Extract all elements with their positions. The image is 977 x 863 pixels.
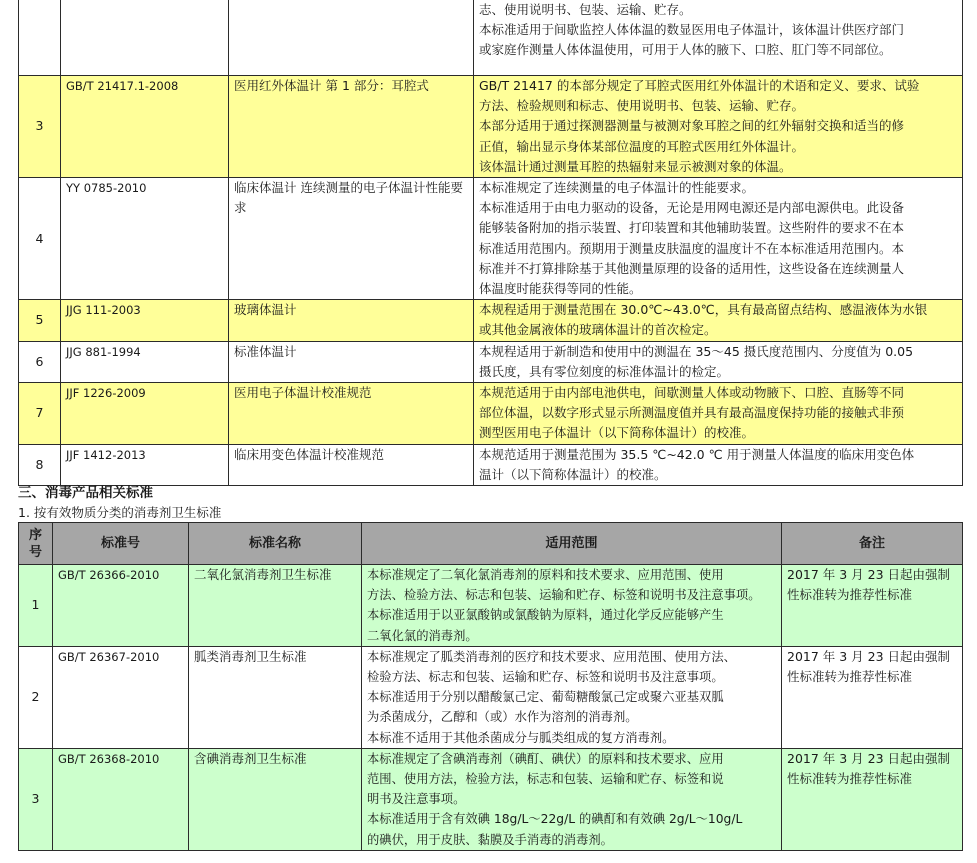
scope-cell [474, 300, 963, 341]
scope-line: 或其他金属液体的玻璃体温计的首次检定。 [479, 322, 717, 338]
thermometer-standards-table [18, 0, 963, 486]
standard-code: JJF 1226-2009 [61, 383, 229, 445]
standard-code: JJG 881-1994 [61, 341, 229, 382]
scope-line: 本规范适用于测量范围为 35.5 ℃~42.0 ℃ 用于测量人体温度的临床用变色体 [479, 446, 915, 462]
scope-line: 能够装备附加的指示装置、打印装置和其他辅助装置。这些附件的要求不在本 [479, 220, 905, 236]
scope-line: 本标准适用于由电力驱动的设备，无论是用网电源还是内部电源供电。此设备 [479, 200, 905, 216]
scope-line: 本标准不适用于其他杀菌成分与胍类组成的复方消毒剂。 [367, 730, 675, 745]
remark-line: 性标准转为推荐性标准 [787, 587, 913, 603]
scope-cell [474, 383, 963, 445]
section-title: 三、消毒产品相关标准 [18, 485, 153, 501]
scope-line: 本标准适用于分别以醋酸氯己定、葡萄糖酸氯己定或聚六亚基双胍 [367, 690, 724, 705]
scope-cell [474, 0, 963, 76]
remark-line: 2017 年 3 月 23 日起由强制 [787, 750, 951, 766]
scope-line: 标准适用范围内。预期用于测量皮肤温度的温度计不在本标准适用范围内。本 [479, 240, 905, 256]
standard-name: 含碘消毒剂卫生标准 [189, 748, 362, 850]
scope-line: 为杀菌成分，乙醇和（或）水作为溶剂的消毒剂。 [367, 710, 638, 725]
standard-name: 临床体温计 连续测量的电子体温计性能要求 [229, 178, 474, 300]
scope-line: 本标准规定了二氧化氯消毒剂的原料和技术要求、应用范围、使用 [367, 568, 724, 582]
table-row [19, 76, 963, 178]
remark-line: 性标准转为推荐性标准 [787, 669, 913, 685]
scope-line: 正值，输出显示身体某部位温度的耳腔式医用红外体温计。 [479, 138, 805, 154]
scope-line: 本标准适用于以亚氯酸钠或氯酸钠为原料，通过化学反应能够产生 [367, 608, 724, 623]
standard-name: 二氧化氯消毒剂卫生标准 [189, 565, 362, 647]
header-name: 标准名称 [189, 523, 362, 565]
scope-line: 本标准适用于含有效碘 18g/L～22g/L 的碘酊和有效碘 2g/L～10g/L [367, 812, 743, 827]
scope-line: 本规程适用于测量范围在 30.0℃~43.0℃，具有最高留点结构、感温液体为水银 [479, 302, 928, 318]
row-number: 1 [19, 565, 53, 647]
table-row [19, 300, 963, 341]
scope-cell [474, 178, 963, 300]
scope-line: 的碘伏，用于皮肤、黏膜及手消毒的消毒剂。 [367, 832, 613, 847]
table-row [19, 0, 963, 76]
scope-line: 测型医用电子体温计（以下简称体温计）的校准。 [479, 425, 755, 441]
scope-cell [474, 341, 963, 382]
header-number-line: 序 [28, 527, 42, 543]
scope-line: 或家庭作测量人体体温使用，可用于人体的腋下、口腔、肛门等不同部位。 [479, 42, 892, 58]
scope-line: 志、使用说明书、包装、运输、贮存。 [479, 2, 692, 17]
row-number: 3 [19, 76, 61, 178]
table-row [19, 383, 963, 445]
header-scope: 适用范围 [362, 523, 782, 565]
remark-cell [782, 748, 963, 850]
scope-line: 该体温计通过测量耳腔的热辐射来显示被测对象的体温。 [479, 158, 792, 174]
remark-line: 2017 年 3 月 23 日起由强制 [787, 648, 951, 664]
scope-cell [474, 444, 963, 485]
row-number: 3 [19, 748, 53, 850]
header-number [19, 523, 53, 565]
scope-line: 摄氏度，具有零位刻度的标准体温计的检定。 [479, 363, 730, 379]
row-number: 8 [19, 444, 61, 485]
scope-line: 方法、检验规则和标志、使用说明书、包装、运输、贮存。 [479, 98, 805, 114]
row-number: 7 [19, 383, 61, 445]
scope-line: 本标准规定了胍类消毒剂的医疗和技术要求、应用范围、使用方法、 [367, 649, 736, 664]
standard-code: JJF 1412-2013 [61, 444, 229, 485]
scope-line: 方法、检验方法、标志和包装、运输和贮存、标签和说明书及注意事项。 [367, 588, 761, 603]
scope-line: 明书及注意事项。 [367, 792, 466, 807]
scope-line: 本标准适用于间歇监控人体体温的数显医用电子体温计，该体温计供医疗部门 [479, 22, 905, 38]
standard-code: JJG 111-2003 [61, 300, 229, 341]
standard-code: GB/T 21417.1-2008 [61, 76, 229, 178]
standard-code: GB/T 26366-2010 [53, 565, 189, 647]
scope-cell [362, 748, 782, 850]
scope-line: GB/T 21417 的本部分规定了耳腔式医用红外体温计的术语和定义、要求、试验 [479, 78, 920, 93]
row-number: 2 [19, 646, 53, 748]
header-number-line: 号 [28, 544, 42, 560]
scope-line: 本标准规定了含碘消毒剂（碘酊、碘伏）的原料和技术要求、应用 [367, 751, 724, 766]
table-row [19, 748, 963, 850]
subsection-title: 1. 按有效物质分类的消毒剂卫生标准 [18, 505, 222, 520]
scope-line: 部位体温，以数字形式显示所测温度值并具有最高温度保持功能的接触式非预 [479, 405, 905, 421]
standard-name: 医用电子体温计校准规范 [229, 383, 474, 445]
row-number [19, 0, 61, 76]
remark-cell [782, 565, 963, 647]
scope-cell [362, 565, 782, 647]
scope-line: 本规范适用于由内部电池供电，间歇测量人体或动物腋下、口腔、直肠等不同 [479, 385, 905, 401]
scope-line: 体温度时能获得等同的性能。 [479, 281, 642, 297]
scope-line: 范围、使用方法，检验方法，标志和包装、运输和贮存、标签和说 [367, 772, 724, 787]
remark-line: 2017 年 3 月 23 日起由强制 [787, 567, 951, 582]
standard-name: 玻璃体温计 [229, 300, 474, 341]
scope-cell [362, 646, 782, 748]
scope-line: 本部分适用于通过探测器测量与被测对象耳腔之间的红外辐射交换和适当的修 [479, 118, 905, 134]
standard-code: YY 0785-2010 [61, 178, 229, 300]
standard-name [229, 0, 474, 76]
disinfectant-standards-table [18, 522, 963, 851]
standard-name: 胍类消毒剂卫生标准 [189, 646, 362, 748]
table-row [19, 178, 963, 300]
scope-line: 温计（以下简称体温计）的校准。 [479, 466, 667, 482]
row-number: 4 [19, 178, 61, 300]
standard-name: 标准体温计 [229, 341, 474, 382]
scope-cell [474, 76, 963, 178]
scope-line: 检验方法、标志和包装、运输和贮存、标签和说明书及注意事项。 [367, 670, 724, 685]
row-number: 6 [19, 341, 61, 382]
table-row [19, 565, 963, 647]
remark-line: 性标准转为推荐性标准 [787, 771, 913, 787]
row-number: 5 [19, 300, 61, 341]
standard-code: GB/T 26368-2010 [53, 748, 189, 850]
table-row [19, 341, 963, 382]
scope-line: 本规程适用于新制造和使用中的测温在 35～45 摄氏度范围内、分度值为 0.05 [479, 343, 914, 359]
standard-code [61, 0, 229, 76]
table-header-row [19, 523, 963, 565]
standard-code: GB/T 26367-2010 [53, 646, 189, 748]
standard-name: 临床用变色体温计校准规范 [229, 444, 474, 485]
table-row [19, 444, 963, 485]
scope-line: 本标准规定了连续测量的电子体温计的性能要求。 [479, 180, 755, 196]
scope-line: 标准并不打算排除基于其他测量原理的设备的适用性，这些设备在连续测量人 [479, 260, 905, 276]
header-remark: 备注 [782, 523, 963, 565]
scope-line: 二氧化氯的消毒剂。 [367, 628, 478, 643]
table-row [19, 646, 963, 748]
header-code: 标准号 [53, 523, 189, 565]
standard-name: 医用红外体温计 第 1 部分：耳腔式 [229, 76, 474, 178]
remark-cell [782, 646, 963, 748]
